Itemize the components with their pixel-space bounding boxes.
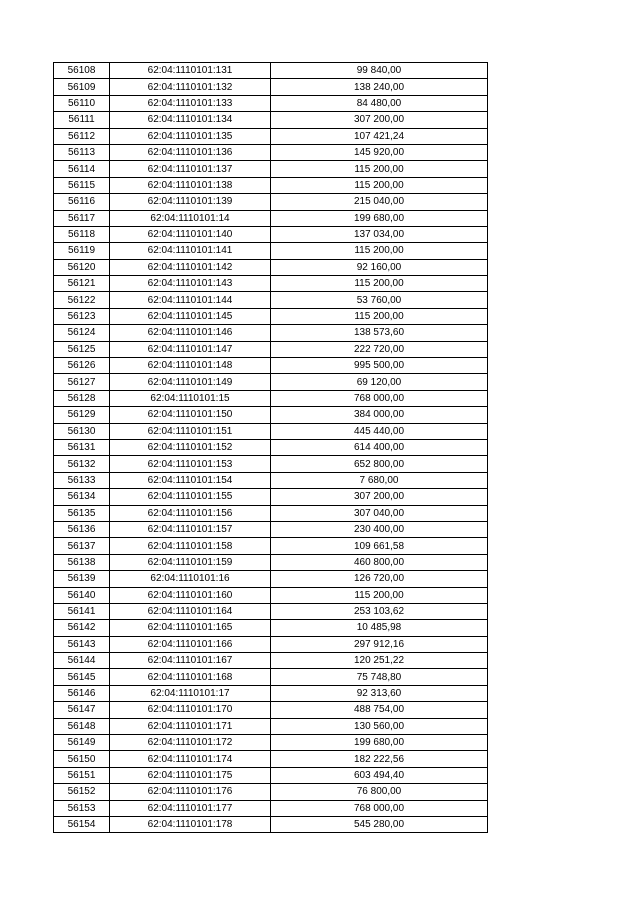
row-number-cell: 56152 [54, 784, 110, 800]
cadastral-number-cell: 62:04:1110101:146 [110, 325, 271, 341]
value-cell: 53 760,00 [271, 292, 488, 308]
value-cell: 115 200,00 [271, 177, 488, 193]
cadastral-number-cell: 62:04:1110101:134 [110, 112, 271, 128]
cadastral-number-cell: 62:04:1110101:156 [110, 505, 271, 521]
value-cell: 488 754,00 [271, 702, 488, 718]
table-row [54, 390, 488, 406]
cadastral-number-cell: 62:04:1110101:139 [110, 194, 271, 210]
row-number-cell: 56124 [54, 325, 110, 341]
row-number-cell: 56127 [54, 374, 110, 390]
table-row [54, 423, 488, 439]
table-row [54, 653, 488, 669]
cadastral-number-cell: 62:04:1110101:152 [110, 439, 271, 455]
value-cell: 652 800,00 [271, 456, 488, 472]
row-number-cell: 56154 [54, 816, 110, 832]
cadastral-number-cell: 62:04:1110101:167 [110, 653, 271, 669]
row-number-cell: 56132 [54, 456, 110, 472]
table-row [54, 63, 488, 79]
row-number-cell: 56129 [54, 407, 110, 423]
table-row [54, 456, 488, 472]
value-cell: 126 720,00 [271, 571, 488, 587]
cadastral-number-cell: 62:04:1110101:158 [110, 538, 271, 554]
row-number-cell: 56143 [54, 636, 110, 652]
cadastral-number-cell: 62:04:1110101:132 [110, 79, 271, 95]
value-cell: 253 103,62 [271, 603, 488, 619]
table-row [54, 489, 488, 505]
table-row [54, 95, 488, 111]
table-row [54, 554, 488, 570]
table-row [54, 587, 488, 603]
row-number-cell: 56137 [54, 538, 110, 554]
value-cell: 137 034,00 [271, 226, 488, 242]
value-cell: 115 200,00 [271, 308, 488, 324]
value-cell: 460 800,00 [271, 554, 488, 570]
value-cell: 307 200,00 [271, 112, 488, 128]
value-cell: 614 400,00 [271, 439, 488, 455]
table-row [54, 210, 488, 226]
table-row [54, 407, 488, 423]
row-number-cell: 56140 [54, 587, 110, 603]
table-row [54, 669, 488, 685]
cadastral-number-cell: 62:04:1110101:138 [110, 177, 271, 193]
row-number-cell: 56113 [54, 144, 110, 160]
value-cell: 145 920,00 [271, 144, 488, 160]
value-cell: 99 840,00 [271, 63, 488, 79]
cadastral-number-cell: 62:04:1110101:142 [110, 259, 271, 275]
value-cell: 307 200,00 [271, 489, 488, 505]
value-cell: 445 440,00 [271, 423, 488, 439]
cadastral-number-cell: 62:04:1110101:154 [110, 472, 271, 488]
cadastral-number-cell: 62:04:1110101:14 [110, 210, 271, 226]
row-number-cell: 56128 [54, 390, 110, 406]
value-cell: 768 000,00 [271, 390, 488, 406]
cadastral-number-cell: 62:04:1110101:159 [110, 554, 271, 570]
table-row [54, 521, 488, 537]
cadastral-number-cell: 62:04:1110101:15 [110, 390, 271, 406]
table-row [54, 341, 488, 357]
value-cell: 7 680,00 [271, 472, 488, 488]
cadastral-number-cell: 62:04:1110101:170 [110, 702, 271, 718]
table-row [54, 800, 488, 816]
table-row [54, 439, 488, 455]
table-row [54, 292, 488, 308]
cadastral-number-cell: 62:04:1110101:168 [110, 669, 271, 685]
row-number-cell: 56145 [54, 669, 110, 685]
cadastral-number-cell: 62:04:1110101:176 [110, 784, 271, 800]
value-cell: 138 240,00 [271, 79, 488, 95]
table-row [54, 636, 488, 652]
row-number-cell: 56108 [54, 63, 110, 79]
row-number-cell: 56135 [54, 505, 110, 521]
value-cell: 995 500,00 [271, 358, 488, 374]
row-number-cell: 56120 [54, 259, 110, 275]
value-cell: 115 200,00 [271, 587, 488, 603]
table-row [54, 702, 488, 718]
cadastral-value-table [53, 62, 488, 833]
row-number-cell: 56118 [54, 226, 110, 242]
row-number-cell: 56121 [54, 276, 110, 292]
cadastral-number-cell: 62:04:1110101:135 [110, 128, 271, 144]
table-row [54, 144, 488, 160]
row-number-cell: 56125 [54, 341, 110, 357]
value-cell: 109 661,58 [271, 538, 488, 554]
row-number-cell: 56136 [54, 521, 110, 537]
row-number-cell: 56109 [54, 79, 110, 95]
value-cell: 120 251,22 [271, 653, 488, 669]
value-cell: 107 421,24 [271, 128, 488, 144]
cadastral-number-cell: 62:04:1110101:131 [110, 63, 271, 79]
value-cell: 115 200,00 [271, 243, 488, 259]
cadastral-number-cell: 62:04:1110101:137 [110, 161, 271, 177]
cadastral-number-cell: 62:04:1110101:157 [110, 521, 271, 537]
value-cell: 84 480,00 [271, 95, 488, 111]
value-cell: 138 573,60 [271, 325, 488, 341]
cadastral-number-cell: 62:04:1110101:145 [110, 308, 271, 324]
cadastral-number-cell: 62:04:1110101:175 [110, 767, 271, 783]
value-cell: 603 494,40 [271, 767, 488, 783]
row-number-cell: 56114 [54, 161, 110, 177]
value-cell: 76 800,00 [271, 784, 488, 800]
row-number-cell: 56119 [54, 243, 110, 259]
value-cell: 130 560,00 [271, 718, 488, 734]
row-number-cell: 56139 [54, 571, 110, 587]
table-row [54, 685, 488, 701]
table-row [54, 226, 488, 242]
value-cell: 215 040,00 [271, 194, 488, 210]
value-cell: 384 000,00 [271, 407, 488, 423]
row-number-cell: 56110 [54, 95, 110, 111]
cadastral-number-cell: 62:04:1110101:166 [110, 636, 271, 652]
value-cell: 307 040,00 [271, 505, 488, 521]
value-cell: 115 200,00 [271, 161, 488, 177]
row-number-cell: 56115 [54, 177, 110, 193]
table-row [54, 718, 488, 734]
table-row [54, 784, 488, 800]
table-body [54, 63, 488, 833]
table-row [54, 325, 488, 341]
row-number-cell: 56123 [54, 308, 110, 324]
table-row [54, 751, 488, 767]
cadastral-number-cell: 62:04:1110101:155 [110, 489, 271, 505]
cadastral-number-cell: 62:04:1110101:136 [110, 144, 271, 160]
value-cell: 230 400,00 [271, 521, 488, 537]
cadastral-number-cell: 62:04:1110101:150 [110, 407, 271, 423]
row-number-cell: 56130 [54, 423, 110, 439]
row-number-cell: 56151 [54, 767, 110, 783]
table-row [54, 472, 488, 488]
cadastral-number-cell: 62:04:1110101:17 [110, 685, 271, 701]
table-row [54, 128, 488, 144]
value-cell: 297 912,16 [271, 636, 488, 652]
value-cell: 10 485,98 [271, 620, 488, 636]
row-number-cell: 56146 [54, 685, 110, 701]
cadastral-number-cell: 62:04:1110101:177 [110, 800, 271, 816]
table-row [54, 816, 488, 832]
row-number-cell: 56131 [54, 439, 110, 455]
value-cell: 92 313,60 [271, 685, 488, 701]
row-number-cell: 56133 [54, 472, 110, 488]
table-row [54, 243, 488, 259]
value-cell: 199 680,00 [271, 210, 488, 226]
cadastral-number-cell: 62:04:1110101:172 [110, 735, 271, 751]
row-number-cell: 56138 [54, 554, 110, 570]
row-number-cell: 56122 [54, 292, 110, 308]
value-cell: 69 120,00 [271, 374, 488, 390]
cadastral-number-cell: 62:04:1110101:16 [110, 571, 271, 587]
row-number-cell: 56149 [54, 735, 110, 751]
table-row [54, 505, 488, 521]
cadastral-number-cell: 62:04:1110101:144 [110, 292, 271, 308]
table-row [54, 177, 488, 193]
cadastral-number-cell: 62:04:1110101:143 [110, 276, 271, 292]
table-row [54, 259, 488, 275]
row-number-cell: 56144 [54, 653, 110, 669]
row-number-cell: 56111 [54, 112, 110, 128]
cadastral-number-cell: 62:04:1110101:174 [110, 751, 271, 767]
cadastral-number-cell: 62:04:1110101:160 [110, 587, 271, 603]
cadastral-number-cell: 62:04:1110101:141 [110, 243, 271, 259]
table-row [54, 767, 488, 783]
cadastral-number-cell: 62:04:1110101:147 [110, 341, 271, 357]
table-row [54, 374, 488, 390]
value-cell: 768 000,00 [271, 800, 488, 816]
row-number-cell: 56150 [54, 751, 110, 767]
row-number-cell: 56112 [54, 128, 110, 144]
cadastral-number-cell: 62:04:1110101:165 [110, 620, 271, 636]
cadastral-number-cell: 62:04:1110101:171 [110, 718, 271, 734]
row-number-cell: 56117 [54, 210, 110, 226]
row-number-cell: 56147 [54, 702, 110, 718]
table-row [54, 79, 488, 95]
table-row [54, 112, 488, 128]
table-row [54, 194, 488, 210]
row-number-cell: 56134 [54, 489, 110, 505]
table-row [54, 538, 488, 554]
cadastral-number-cell: 62:04:1110101:153 [110, 456, 271, 472]
value-cell: 115 200,00 [271, 276, 488, 292]
table-row [54, 358, 488, 374]
row-number-cell: 56148 [54, 718, 110, 734]
value-cell: 199 680,00 [271, 735, 488, 751]
table-row [54, 735, 488, 751]
row-number-cell: 56126 [54, 358, 110, 374]
value-cell: 182 222,56 [271, 751, 488, 767]
cadastral-number-cell: 62:04:1110101:133 [110, 95, 271, 111]
table-row [54, 571, 488, 587]
table-row [54, 603, 488, 619]
value-cell: 75 748,80 [271, 669, 488, 685]
row-number-cell: 56142 [54, 620, 110, 636]
row-number-cell: 56141 [54, 603, 110, 619]
value-cell: 222 720,00 [271, 341, 488, 357]
table-row [54, 276, 488, 292]
cadastral-number-cell: 62:04:1110101:140 [110, 226, 271, 242]
table-row [54, 161, 488, 177]
table-row [54, 308, 488, 324]
cadastral-number-cell: 62:04:1110101:164 [110, 603, 271, 619]
cadastral-number-cell: 62:04:1110101:151 [110, 423, 271, 439]
row-number-cell: 56116 [54, 194, 110, 210]
cadastral-number-cell: 62:04:1110101:148 [110, 358, 271, 374]
value-cell: 92 160,00 [271, 259, 488, 275]
table-row [54, 620, 488, 636]
row-number-cell: 56153 [54, 800, 110, 816]
value-cell: 545 280,00 [271, 816, 488, 832]
cadastral-number-cell: 62:04:1110101:149 [110, 374, 271, 390]
cadastral-number-cell: 62:04:1110101:178 [110, 816, 271, 832]
